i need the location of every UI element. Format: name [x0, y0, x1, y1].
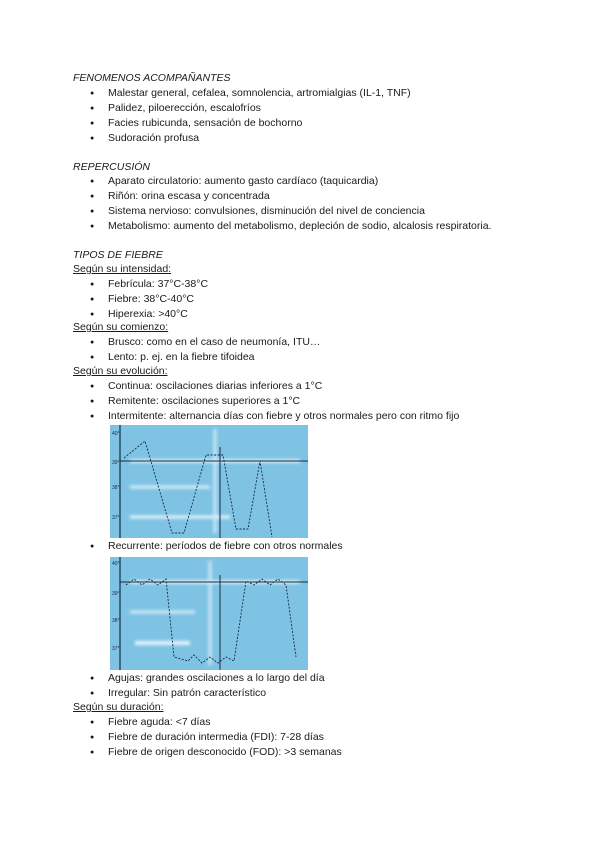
list-item: ● Hiperexia: >40°C: [90, 307, 208, 322]
duracion-list: [90, 715, 342, 760]
list-item: ● Fiebre: 38°C-40°C: [90, 292, 208, 307]
tick-label: 37°: [112, 646, 120, 652]
fever-chart-intermitente-svg: [110, 425, 308, 538]
list-item: ● Aparato circulatorio: aumento gasto cardíaco (taquicardia): [90, 174, 491, 189]
list-item: ● Febrícula: 37°C-38°C: [90, 277, 208, 292]
list-item: ● Continua: oscilaciones diarias inferiores a 1°C: [90, 379, 459, 394]
section-title-repercusion: REPERCUSIÓN: [73, 161, 151, 173]
section-title-tipos: TIPOS DE FIEBRE: [73, 249, 163, 261]
list-item: ● Recurrente: períodos de fiebre con otros normales: [90, 539, 343, 554]
fever-chart-recurrente: [110, 557, 308, 670]
list-item: ● Riñón: orina escasa y concentrada: [90, 189, 491, 204]
tick-label: 38°: [112, 618, 120, 624]
section-title-fenomenos: FENOMENOS ACOMPAÑANTES: [73, 72, 231, 84]
list-item: ● Irregular: Sin patrón característico: [90, 686, 325, 701]
fenomenos-list: [90, 86, 411, 146]
list-item: ● Sudoración profusa: [90, 131, 411, 146]
list-item: ● Fiebre aguda: <7 días: [90, 715, 342, 730]
intensidad-list: [90, 277, 208, 322]
tick-label: 37°: [112, 515, 120, 521]
tick-label: 40°: [112, 561, 120, 567]
chart-background: [110, 425, 308, 538]
tick-label: 39°: [112, 591, 120, 597]
fever-chart-intermitente: [110, 425, 308, 538]
evolucion-list-a: [90, 379, 459, 424]
list-item: ● Metabolismo: aumento del metabolismo, depleción de sodio, alcalosis respiratoria.: [90, 219, 491, 234]
subheading-evolucion: Según su evolución:: [73, 365, 168, 377]
repercusion-list: [90, 174, 491, 234]
tick-label: 38°: [112, 485, 120, 491]
list-item: ● Palidez, piloerección, escalofríos: [90, 101, 411, 116]
subheading-intensidad: Según su intensidad:: [73, 263, 172, 275]
list-item: ● Lento: p. ej. en la fiebre tifoidea: [90, 350, 320, 365]
tick-label: 39°: [112, 460, 120, 466]
evolucion-list-b: [90, 539, 343, 554]
list-item: ● Brusco: como en el caso de neumonía, ITU…: [90, 335, 320, 350]
evolucion-list-c: [90, 671, 325, 701]
fever-chart-recurrente-svg: [110, 557, 308, 670]
subheading-duracion: Según su duración:: [73, 701, 164, 713]
list-item: ● Intermitente: alternancia días con fiebre y otros normales pero con ritmo fijo: [90, 409, 459, 424]
list-item: ● Facies rubicunda, sensación de bochorno: [90, 116, 411, 131]
subheading-comienzo: Según su comienzo:: [73, 321, 169, 333]
tick-label: 40°: [112, 431, 120, 437]
list-item: ● Fiebre de origen desconocido (FOD): >3 semanas: [90, 745, 342, 760]
list-item: ● Fiebre de duración intermedia (FDI): 7-28 días: [90, 730, 342, 745]
comienzo-list: [90, 335, 320, 365]
list-item: ● Malestar general, cefalea, somnolencia, artromialgias (IL-1, TNF): [90, 86, 411, 101]
list-item: ● Remitente: oscilaciones superiores a 1°C: [90, 394, 459, 409]
list-item: ● Sistema nervioso: convulsiones, disminución del nivel de conciencia: [90, 204, 491, 219]
list-item: ● Agujas: grandes oscilaciones a lo largo del día: [90, 671, 325, 686]
